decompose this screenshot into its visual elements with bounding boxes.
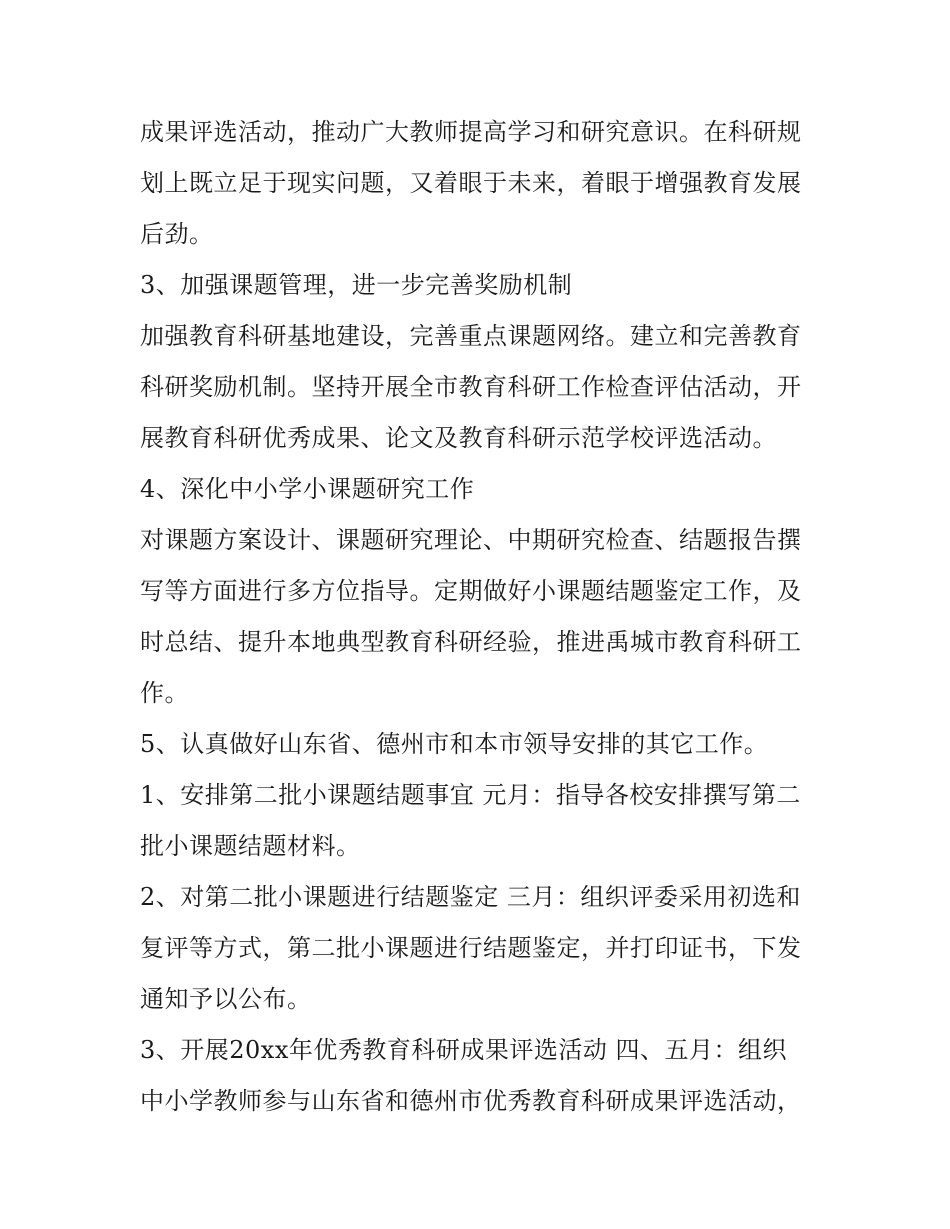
list-item: 2、对第二批小课题进行结题鉴定 三月：组织评委采用初选和 (140, 883, 801, 911)
body-line: 展教育科研优秀成果、论文及教育科研示范学校评选活动。 (140, 424, 777, 452)
body-line: 写等方面进行多方位指导。定期做好小课题结题鉴定工作，及 (140, 577, 802, 605)
list-item: 3、开展20xx年优秀教育科研成果评选活动 四、五月：组织 (140, 1036, 788, 1064)
list-item: 1、安排第二批小课题结题事宜 元月：指导各校安排撰写第二 (140, 781, 801, 809)
body-line: 作。 (140, 679, 189, 707)
section-heading: 3、加强课题管理，进一步完善奖励机制 (140, 271, 573, 299)
body-line: 时总结、提升本地典型教育科研经验，推进禹城市教育科研工 (140, 628, 802, 656)
body-line: 批小课题结题材料。 (140, 832, 361, 860)
body-line: 成果评选活动，推动广大教师提高学习和研究意识。在科研规 (140, 118, 802, 146)
section-heading: 4、深化中小学小课题研究工作 (140, 475, 475, 503)
body-line: 加强教育科研基地建设，完善重点课题网络。建立和完善教育 (140, 322, 802, 350)
body-line: 科研奖励机制。坚持开展全市教育科研工作检查评估活动，开 (140, 373, 802, 401)
body-line: 对课题方案设计、课题研究理论、中期研究检查、结题报告撰 (140, 526, 802, 554)
body-line: 复评等方式，第二批小课题进行结题鉴定，并打印证书，下发 (140, 934, 802, 962)
body-line: 中小学教师参与山东省和德州市优秀教育科研成果评选活动， (140, 1087, 802, 1115)
body-line: 划上既立足于现实问题，又着眼于未来，着眼于增强教育发展 (140, 169, 802, 197)
document-body (140, 107, 830, 1127)
section-heading: 5、认真做好山东省、德州市和本市领导安排的其它工作。 (140, 730, 769, 758)
body-line: 通知予以公布。 (140, 985, 312, 1013)
body-line: 后劲。 (140, 220, 214, 248)
